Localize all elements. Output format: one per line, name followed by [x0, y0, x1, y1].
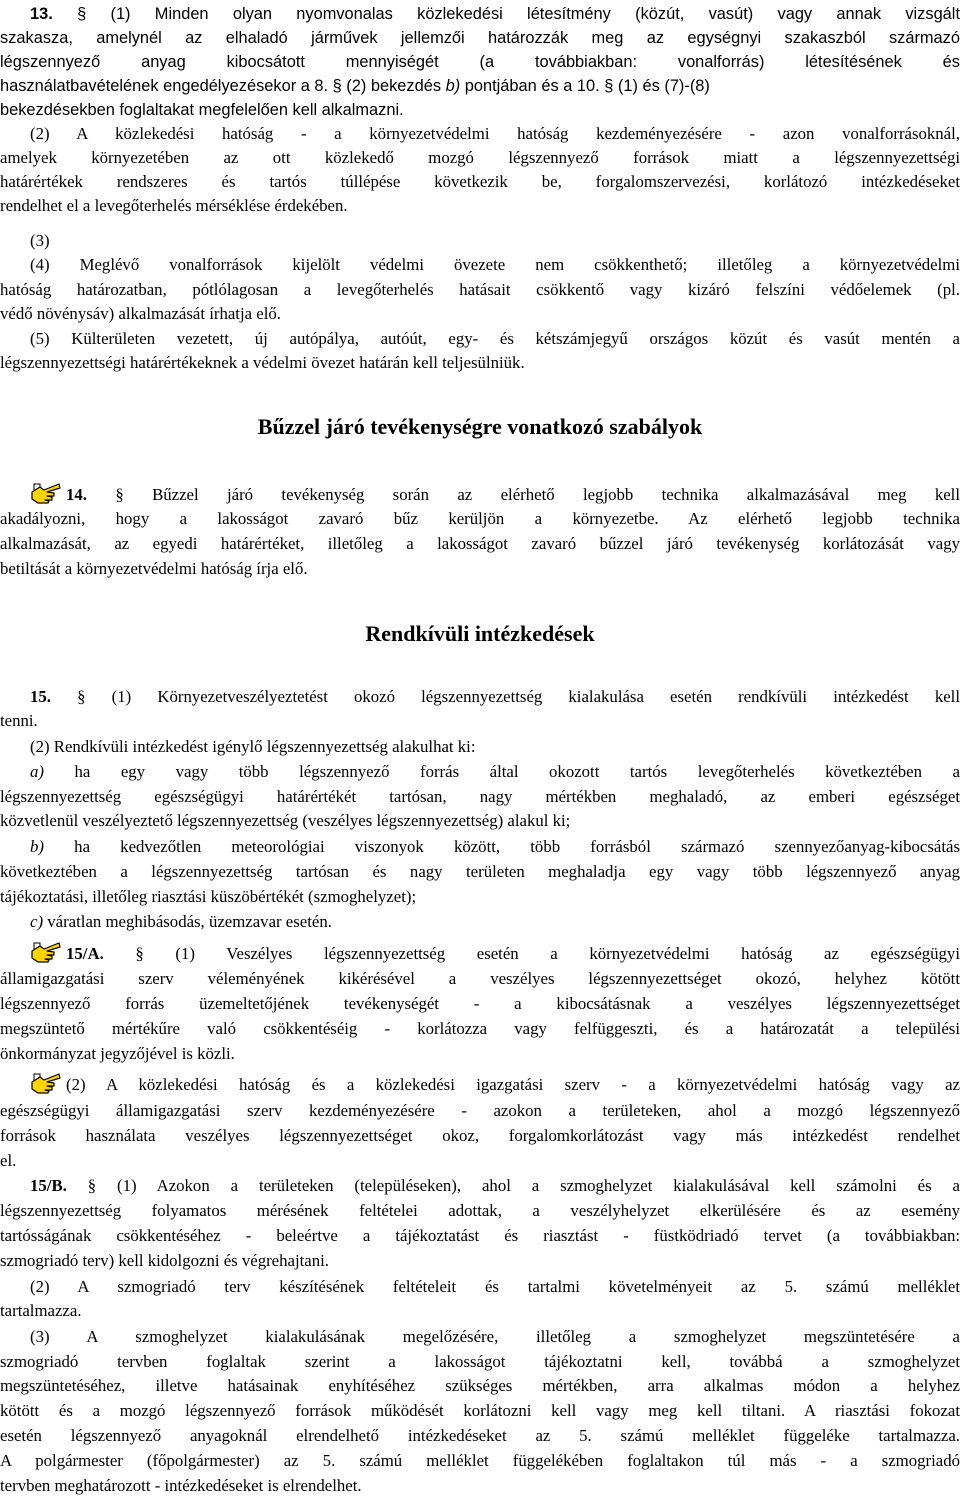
sec15b-line [30, 1174, 960, 1198]
sec15b-p3-line: esetén légszennyező anyagoknál elrendelhető intézkedéseket az 5. számú melléklet függeléke tartalmazza. [0, 1426, 960, 1445]
sec15b-p3-line: megszüntetéséhez, illetve hatásainak enyhítéséhez szükséges mértékben, arra alkalmas módon a helyhez [0, 1376, 960, 1395]
sec14-line [30, 482, 960, 506]
sec13-p4-line: hatóság határozatban, pótlólagosan a levegőterhelés hatásait csökkentő vagy kizáró felszíni védőelemek (pl. [0, 280, 960, 299]
pointing-hand-icon [30, 1072, 62, 1094]
sec15-item-b: következtében a légszennyezettség tartósan és nagy területen meghaladja egy vagy több légszennyező anyag [0, 862, 960, 881]
sec13-line [0, 74, 960, 98]
section-sign: § [77, 5, 87, 23]
sec13-line: légszennyező anyag kibocsátott mennyiségét (a továbbiakban: vonalforrás) létesítésének és [0, 53, 960, 71]
text-line: ha kedvezőtlen meteorológiai viszonyok között, több forrásból származó szennyezőanyag-kibocsátás [74, 837, 960, 856]
sec13-line: szakasza, amelynél az elhaladó járművek jellemzői határozzák meg az egységnyi szakaszból származó [0, 29, 960, 47]
sec15b-p3-line: szmogriadó tervben foglaltak szerint a lakosságot tájékoztatni kell, továbbá a szmoghelyzet [0, 1352, 960, 1371]
section-number: 15/B. [30, 1176, 67, 1195]
sec14-line: betiltását a környezetvédelmi hatóság írja elő. [0, 559, 308, 578]
text-span: (2) bekezdés [346, 77, 442, 95]
section-sign: § [77, 687, 86, 706]
sec15-line [30, 685, 960, 709]
item-label: b) [30, 837, 44, 856]
sec15a-p2-line: el. [0, 1151, 17, 1170]
sec15a-line: megszüntető mértékűre való csökkentéséig - korlátozza vagy felfüggeszti, és a határozatát a települési [0, 1019, 960, 1038]
sec13-line [30, 2, 960, 26]
sec15-item-a: légszennyezettség egészségügyi határértékét tartósan, nagy mértékben meghaladó, az emberi egészséget [0, 787, 960, 806]
sec13-p2-line: rendelhet el a levegőterhelés mérséklése érdekében. [0, 196, 348, 215]
sec15b-line: szmogriadó terv) kell kidolgozni és végrehajtani. [0, 1251, 329, 1270]
sec13-line: bekezdésekben foglaltakat megfelelően kell alkalmazni. [0, 101, 404, 119]
section-number: 15. [30, 687, 51, 706]
sec13-p4-line: (4) Meglévő vonalforrások kijelölt védelmi övezete nem csökkenthető; illetőleg a környezetvédelmi [30, 255, 960, 274]
sec13-p3-line: (3) [30, 231, 50, 250]
italic-label: b) [445, 77, 461, 95]
sec15b-p3-line: (3) A szmoghelyzet kialakulásának megelőzésére, illetőleg a szmoghelyzet megszüntetésére a [30, 1327, 960, 1346]
sec15b-p3-line: kötött és a mozgó légszennyező források működését korlátozni kell vagy meg kell tiltani. A riasztási fokozat [0, 1401, 960, 1420]
section-number: 15/A. [66, 944, 104, 963]
sec15-item-b [30, 835, 960, 859]
sec13-p4-line: védő növénysáv) alkalmazását írhatja elő. [0, 304, 281, 323]
sec15-line: tenni. [0, 711, 38, 730]
text-line: (1) Minden olyan nyomvonalas közlekedési létesítmény (közút, vasút) vagy annak vizsgált [110, 5, 960, 23]
section-sign: § [135, 944, 144, 963]
text-span: használatbavételének engedélyezésekor a 8. [0, 77, 329, 95]
text-line: váratlan meghibásodás, üzemzavar esetén. [47, 912, 332, 931]
section-number: 13. [30, 5, 53, 23]
section-heading: Bűzzel járó tevékenységre vonatkozó szabályok [257, 414, 703, 439]
sec15-item-a [30, 760, 960, 784]
sec13-p5-line: (5) Külterületen vezetett, új autópálya, autóút, egy- és kétszámjegyű országos közút és vasút mentén a [30, 329, 960, 348]
sec15b-p2-line: tartalmazza. [0, 1301, 82, 1320]
sec15a-p2-line: egészségügyi államigazgatási szerv kezdeményezésére - azokon a területeken, ahol a mozgó légszennyező [0, 1101, 960, 1120]
section-heading: Rendkívüli intézkedések [365, 621, 595, 646]
sec15-line: (2) Rendkívüli intézkedést igénylő légszennyezettség alakulhat ki: [30, 737, 476, 756]
text-line: (1) Veszélyes légszennyezettség esetén a környezetvédelmi hatóság az egészségügyi [175, 944, 960, 963]
section-sign: § [604, 77, 614, 95]
sec15-item-b: tájékoztatási, illetőleg riasztási küszöbértékét (szmoghelyzet); [0, 887, 417, 906]
text-line: (2) A közlekedési hatóság és a közlekedési igazgatási szerv - a környezetvédelmi hatóság vagy az [66, 1075, 960, 1094]
text-line: (1) Környezetveszélyeztetést okozó légszennyezettség kialakulása esetén rendkívüli intézkedést kell [111, 687, 960, 706]
sec15b-p3-line: tervben meghatározott - intézkedéseket is elrendelhet. [0, 1476, 362, 1495]
sec15-item-c [30, 910, 960, 934]
item-label: a) [30, 762, 44, 781]
pointing-hand-icon [30, 941, 62, 963]
sec15b-line: légszennyezettség folyamatos mérésének feltételei adottak, a veszélyhelyzet elkerülésére és az esemény [0, 1201, 960, 1220]
text-line: (1) Azokon a területeken (településeken), ahol a szmoghelyzet kialakulásával kell számolni és a [117, 1176, 960, 1195]
sec15a-line: önkormányzat jegyzőjével is közli. [0, 1044, 235, 1063]
sec15-item-a: közvetlenül veszélyeztető légszennyezettség (veszélyes légszennyezettség) alakul ki; [0, 811, 571, 830]
sec15a-line [30, 941, 960, 965]
sec15b-p3-line: A polgármester (főpolgármester) az 5. számú melléklet függelékében foglaltakon túl más - a szmogriadó [0, 1451, 960, 1470]
sec15a-p2-line [30, 1072, 960, 1096]
sec15a-line: légszennyező forrás üzemeltetőjének tevékenységét - a kibocsátásnak a veszélyes légszennyezettséget [0, 994, 960, 1013]
sec13-p2-line: határértékek rendszeres és tartós túllépése következik be, forgalomszervezési, korlátozó intézkedéseket [0, 172, 960, 191]
text-line: ha egy vagy több légszennyező forrás által okozott tartós levegőterhelés következtében a [74, 762, 960, 781]
text-span: (1) és (7)-(8) [617, 77, 710, 95]
sec14-line: akadályozni, hogy a lakosságot zavaró bűz kerüljön a környezetbe. Az elérhető legjobb technika [0, 509, 960, 528]
sec15a-p2-line: források használata veszélyes légszennyezettséget okoz, forgalomkorlátozást vagy más intézkedést rendelhet [0, 1126, 960, 1145]
sec15b-line: tartósságának csökkentéséhez - beleértve a tájékoztatást és riasztást - füstködriadó tervet (a továbbiakban: [0, 1226, 960, 1245]
pointing-hand-icon [30, 482, 62, 504]
sec13-p2-line: amelyek környezetében az ott közlekedő mozgó légszennyező források miatt a légszennyezettségi [0, 148, 960, 167]
sec13-p5-line: légszennyezettségi határértékeknek a védelmi övezet határán kell teljesülniük. [0, 353, 525, 372]
text-line: Bűzzel járó tevékenység során az elérhető legjobb technika alkalmazásával meg kell [152, 485, 960, 504]
sec15a-line: államigazgatási szerv véleményének kikérésével a veszélyes légszennyezettséget okozó, helyhez kötött [0, 969, 960, 988]
section-sign: § [332, 77, 342, 95]
text-span: pontjában és a 10. [464, 77, 600, 95]
sec14-line: alkalmazását, az egyedi határértéket, illetőleg a lakosságot zavaró bűzzel járó tevékenység korlátozását vagy [0, 534, 960, 553]
sec13-p2-line: (2) A közlekedési hatóság - a környezetvédelmi hatóság kezdeményezésére - azon vonalforrásoknál, [30, 124, 960, 143]
section-sign: § [87, 1176, 97, 1195]
section-sign: § [115, 485, 124, 504]
sec15b-p2-line: (2) A szmogriadó terv készítésének feltételeit és tartalmi követelményeit az 5. számú melléklet [30, 1277, 960, 1296]
section-number: 14. [66, 485, 87, 504]
item-label: c) [30, 912, 44, 931]
